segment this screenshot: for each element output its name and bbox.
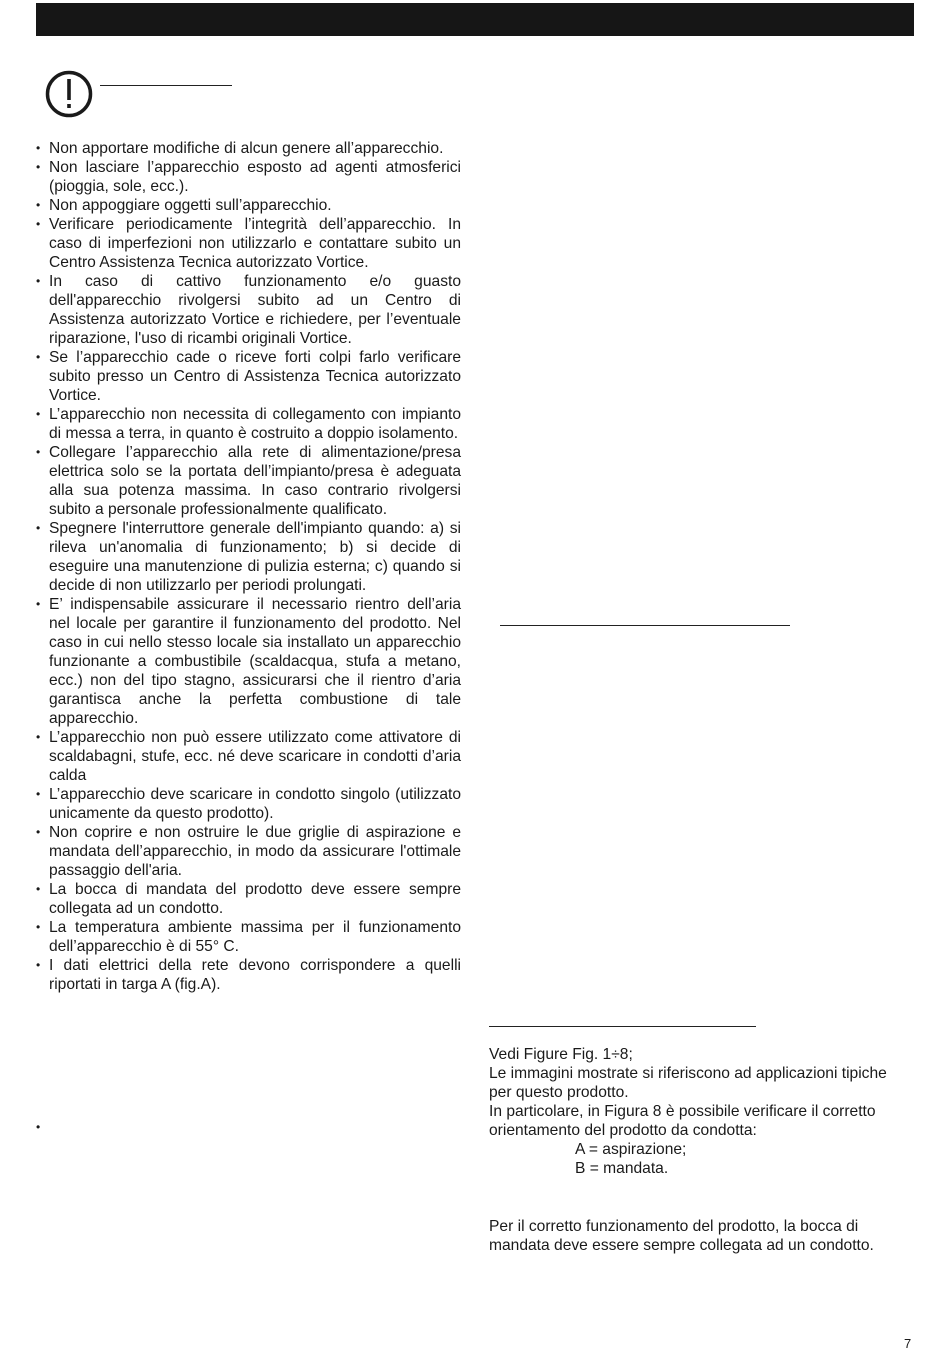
warning-item: • L’apparecchio non necessita di collegamento con impianto di messa a terra, in quanto è costruito a doppio isolamento. <box>36 405 461 443</box>
warning-item: • Non appoggiare oggetti sull’apparecchio. <box>36 196 461 215</box>
warning-item: • L’apparecchio deve scaricare in condotto singolo (utilizzato unicamente da questo prodotto). <box>36 785 461 823</box>
warning-item: • La temperatura ambiente massima per il funzionamento dell’apparecchio è di 55° C. <box>36 918 461 956</box>
figures-line: In particolare, in Figura 8 è possibile verificare il corretto orientamento del prodotto da condotta: <box>489 1103 876 1139</box>
warning-item: • I dati elettrici della rete devono corrispondere a quelli riportati in targa A (fig.A). <box>36 956 461 994</box>
figures-line: Vedi Figure Fig. 1÷8; <box>489 1046 633 1063</box>
figures-description <box>489 1045 889 1178</box>
warning-item: • E’ indispensabile assicurare il necessario rientro dell’aria nel locale per garantire il funzionamento del prodotto. Nel caso in cui nello stesso locale sia installato un apparecchio funzionante a combustibile (scaldacqua, stufa a metano, ecc.) non del tipo stagno, assicurarsi che il rientro d’aria garantisca anche la perfetta combustione di tale apparecchio. <box>36 595 461 728</box>
warning-item: • Non apportare modifiche di alcun genere all’apparecchio. <box>36 139 461 158</box>
figures-line: Le immagini mostrate si riferiscono ad applicazioni tipiche per questo prodotto. <box>489 1065 887 1101</box>
empty-bullet: • <box>36 1120 41 1134</box>
warning-icon <box>45 70 93 118</box>
header-bar <box>36 3 914 36</box>
warning-item: • Verificare periodicamente l’integrità dell’apparecchio. In caso di imperfezioni non utilizzarlo e contattare subito un Centro Assistenza Tecnica autorizzato Vortice. <box>36 215 461 272</box>
warning-item: • Non lasciare l’apparecchio esposto ad agenti atmosferici (pioggia, sole, ecc.). <box>36 158 461 196</box>
section-rule <box>500 625 790 626</box>
warning-item: • Se l’apparecchio cade o riceve forti colpi farlo verificare subito presso un Centro di Assistenza Tecnica autorizzato Vortice. <box>36 348 461 405</box>
warnings-list <box>36 139 461 994</box>
legend-a: A = aspirazione; <box>575 1141 687 1158</box>
warning-item: • La bocca di mandata del prodotto deve essere sempre collegata ad un condotto. <box>36 880 461 918</box>
warning-item: • Spegnere l'interruttore generale dell'impianto quando: a) si rileva un'anomalia di funzionamento; b) si decide di eseguire una manutenzione di pulizia esterna; c) quando si decide di non utilizzarlo per periodi prolungati. <box>36 519 461 595</box>
legend-b: B = mandata. <box>575 1160 669 1177</box>
warning-item: • L’apparecchio non può essere utilizzato come attivatore di scaldabagni, stufe, ecc. né deve scaricare in condotti d’aria calda <box>36 728 461 785</box>
warning-item: • In caso di cattivo funzionamento e/o guasto dell'apparecchio rivolgersi subito ad un Centro di Assistenza autorizzato Vortice e richiedere, per l’eventuale riparazione, l'uso di ricambi originali Vortice. <box>36 272 461 348</box>
page-number: 7 <box>904 1336 912 1351</box>
duct-note: Per il corretto funzionamento del prodotto, la bocca di mandata deve essere sempre collegata ad un condotto. <box>489 1218 874 1254</box>
warning-item: • Non coprire e non ostruire le due griglie di aspirazione e mandata dell’apparecchio, in modo da assicurare l'ottimale passaggio dell'aria. <box>36 823 461 880</box>
heading-rule <box>100 85 232 86</box>
section-rule <box>489 1026 756 1027</box>
warnings-column <box>36 139 461 994</box>
warning-item: • Collegare l’apparecchio alla rete di alimentazione/presa elettrica solo se la portata dell’impianto/presa è adeguata alla sua potenza massima. In caso contrario rivolgersi subito a personale professionalmente qualificato. <box>36 443 461 519</box>
